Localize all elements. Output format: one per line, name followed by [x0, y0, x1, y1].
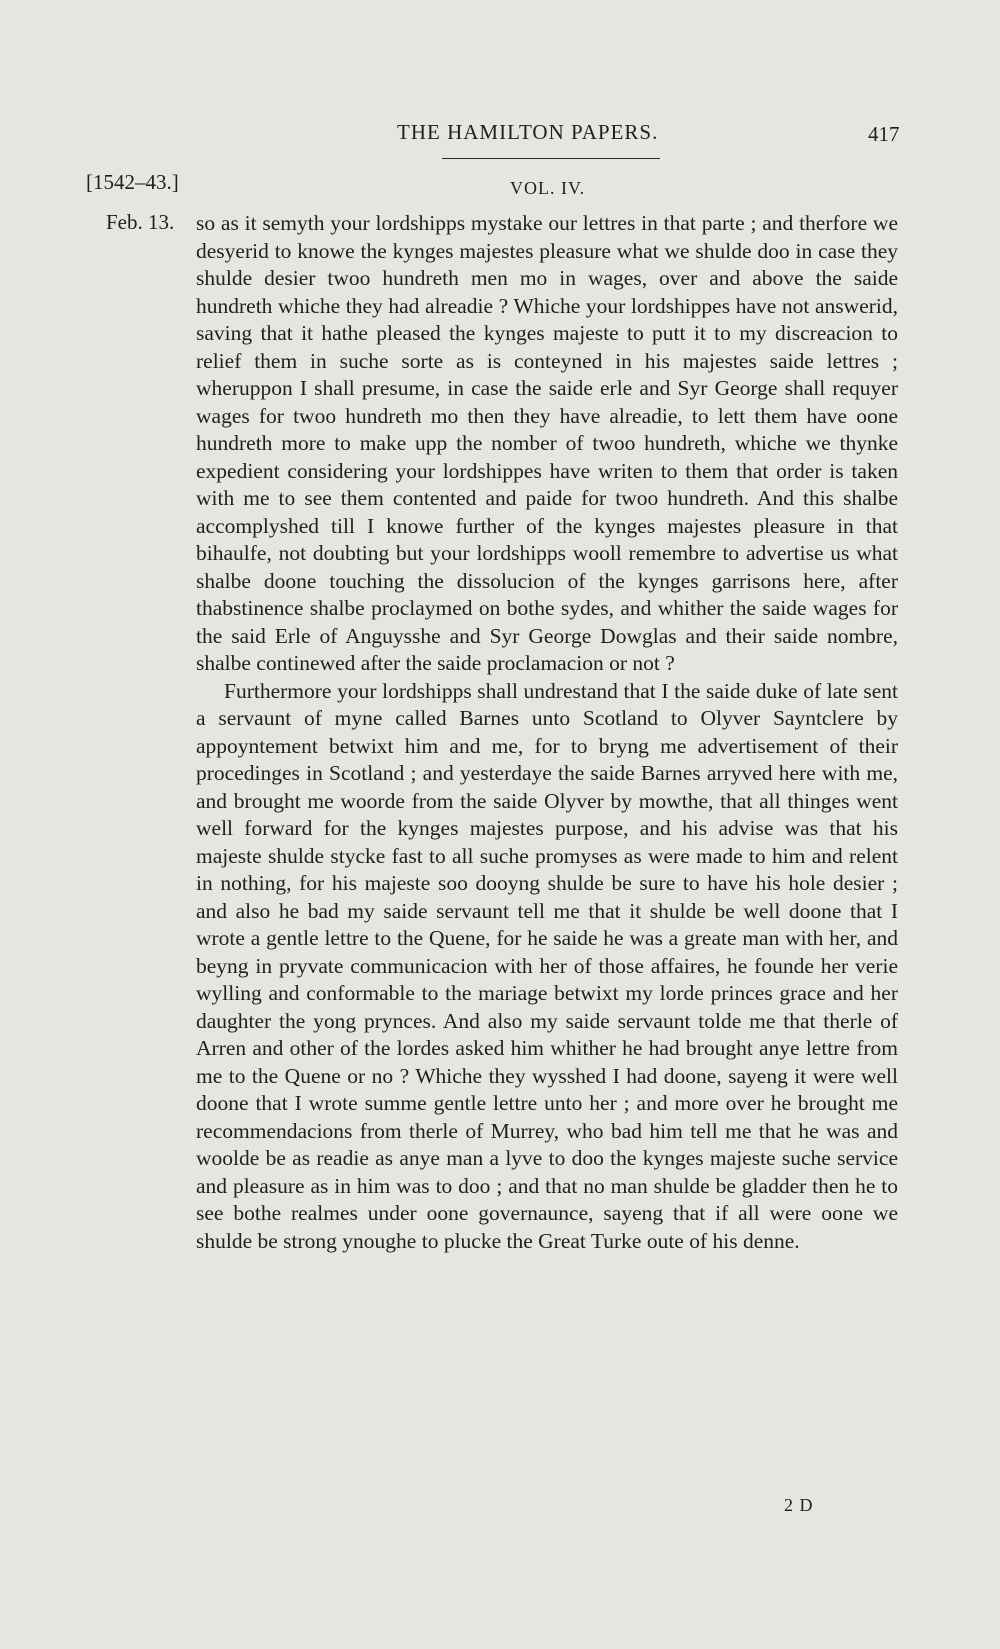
margin-date: Feb. 13.	[106, 210, 175, 234]
body-text	[196, 210, 898, 1255]
volume-label: VOL. IV.	[510, 178, 586, 198]
running-title: THE HAMILTON PAPERS.	[397, 120, 659, 144]
year-bracket: [1542–43.]	[86, 170, 179, 194]
signature-mark: 2 D	[784, 1495, 814, 1515]
page-number: 417	[868, 122, 900, 146]
title-rule	[442, 158, 660, 159]
paragraph-2: Furthermore your lordshipps shall undrestand that I the saide duke of late sent a servaunt of myne called Barnes unto Scotland to Olyver Sayntclere by appoyntement betwixt him and me, for to bryng me advertisement of their procedinges in Scotland ; and yesterdaye the saide Barnes arryved here with me, and brought me woorde from the saide Olyver by mowthe, that all thinges went well forward for the kynges majestes purpose, and his advise was that his majeste shulde stycke fast to all suche promyses as were made to him and relent in nothing, for his majeste soo dooyng shulde be sure to have his hole desier ; and also he bad my saide servaunt tell me that it shulde be well doone that I wrote a gentle lettre to the Quene, for he saide he was a greate man with her, and beyng in pryvate communicacion with her of those affaires, he founde her verie wylling and conformable to the mariage betwixt my lorde princes grace and her daughter the yong prynces. And also my saide servaunt tolde me that therle of Arren and other of the lordes asked him whither he had brought anye lettre from me to the Quene or no ? Whiche they wysshed I had doone, sayeng it were well doone that I wrote summe gentle lettre unto her ; and more over he brought me recommendacions from therle of Murrey, who bad him tell me that he was and woolde be as readie as anye man a lyve to doo the kynges majeste suche service and pleasure as in him was to doo ; and that no man shulde be gladder then he to see bothe realmes under oone governaunce, sayeng that if all were oone we shulde be strong ynoughe to plucke the Great Turke oute of his denne.	[196, 678, 898, 1253]
paragraph-1: so as it semyth your lordshipps mystake our lettres in that parte ; and therfore we desyerid to knowe the kynges majestes pleasure what we shulde doo in case they shulde desier twoo hundreth men mo in wages, over and above the saide hundreth whiche they had alreadie ? Whiche your lordshippes have not answerid, saving that it hathe pleased the kynges majeste to putt it to my discreacion to relief them in suche sorte as is conteyned in his majestes saide lettres ; wheruppon I shall presume, in case the saide erle and Syr George shall requyer wages for twoo hundreth mo then they have alreadie, to lett them have oone hundreth more to make upp the nomber of twoo hundreth, whiche we thynke expedient considering your lordshippes have writen to them that order is taken with me to see them contented and paide for twoo hundreth. And this shalbe accomplyshed till I knowe further of the kynges majestes pleasure in that bihaulfe, not doubting but your lordshipps wooll remembre to advertise us what shalbe doone touching the dissolucion of the kynges garrisons here, after thabstinence shalbe proclaymed on bothe sydes, and whither the saide wages for the said Erle of Anguysshe and Syr George Dowglas and their saide nombre, shalbe continewed after the saide proclamacion or not ?	[196, 211, 898, 675]
